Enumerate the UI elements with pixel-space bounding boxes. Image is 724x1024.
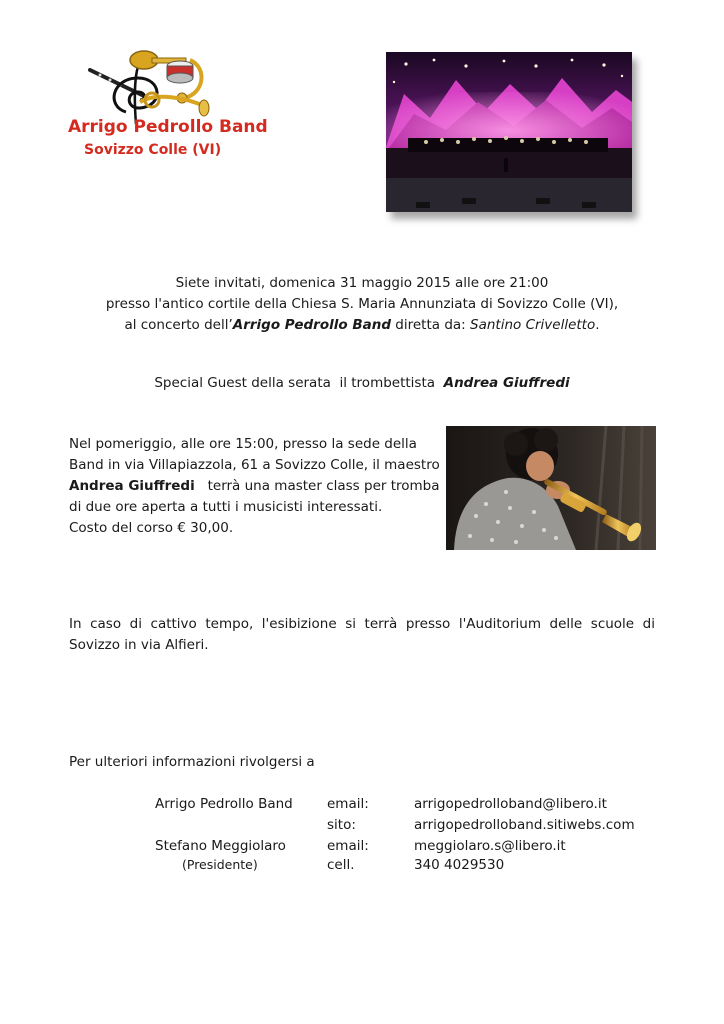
masterclass-line-3 [69, 478, 440, 494]
invitation-date-line: Siete invitati, domenica 31 maggio 2015 alle ore 21:00 [175, 275, 549, 291]
contact-president-role: (Presidente) [182, 857, 258, 872]
bad-weather-line-2: Sovizzo in via Alfieri. [69, 637, 209, 653]
concert-line-middle: diretta da: [391, 317, 471, 333]
masterclass-line-2: Band in via Villapiazzola, 61 a Sovizzo Colle, il maestro [69, 457, 440, 473]
masterclass-line-1: Nel pomeriggio, alle ore 15:00, presso la sede della [69, 436, 417, 452]
contact-president-name: Stefano Meggiolaro [155, 838, 286, 854]
bad-weather-line-1: In caso di cattivo tempo, l'esibizione si terrà presso l'Auditorium delle scuole di [69, 616, 655, 632]
concert-stage-photo [386, 52, 632, 212]
invitation-concert-line [0, 317, 724, 333]
invitation-venue-line: presso l'antico cortile della Chiesa S. Maria Annunziata di Sovizzo Colle (VI), [105, 296, 619, 312]
band-location: Sovizzo Colle (VI) [84, 142, 222, 158]
masterclass-teacher-name: Andrea Giuffredi [69, 478, 195, 494]
concert-director-name: Santino Crivelletto [470, 317, 596, 333]
trumpeter-photo [446, 426, 656, 550]
contact-band-name: Arrigo Pedrollo Band [155, 796, 293, 812]
special-guest-line [0, 375, 724, 391]
concert-line-prefix: al concerto dell’ [124, 317, 233, 333]
masterclass-line-3-rest: terrà una master class per tromba [194, 478, 440, 494]
contact-band-email-label: email: [327, 796, 369, 812]
special-guest-prefix: Special Guest della serata il trombettista [154, 375, 444, 391]
band-name: Arrigo Pedrollo Band [68, 117, 268, 137]
contact-president-cell[interactable]: 340 4029530 [414, 857, 505, 873]
contact-president-email[interactable]: meggiolaro.s@libero.it [414, 838, 566, 854]
contact-band-site[interactable]: arrigopedrolloband.sitiwebs.com [414, 817, 635, 833]
contact-band-email[interactable]: arrigopedrolloband@libero.it [414, 796, 607, 812]
contact-band-site-label: sito: [327, 817, 356, 833]
masterclass-cost-line: Costo del corso € 30,00. [69, 520, 234, 536]
band-logo-instruments-icon [86, 48, 210, 126]
contact-president-email-label: email: [327, 838, 369, 854]
masterclass-line-4: di due ore aperta a tutti i musicisti interessati. [69, 499, 383, 515]
special-guest-name: Andrea Giuffredi [443, 375, 570, 391]
contact-cell-label: cell. [327, 857, 355, 873]
concert-band-name: Arrigo Pedrollo Band [232, 317, 391, 333]
contacts-intro: Per ulteriori informazioni rivolgersi a [69, 754, 315, 770]
concert-line-suffix: . [595, 317, 600, 333]
